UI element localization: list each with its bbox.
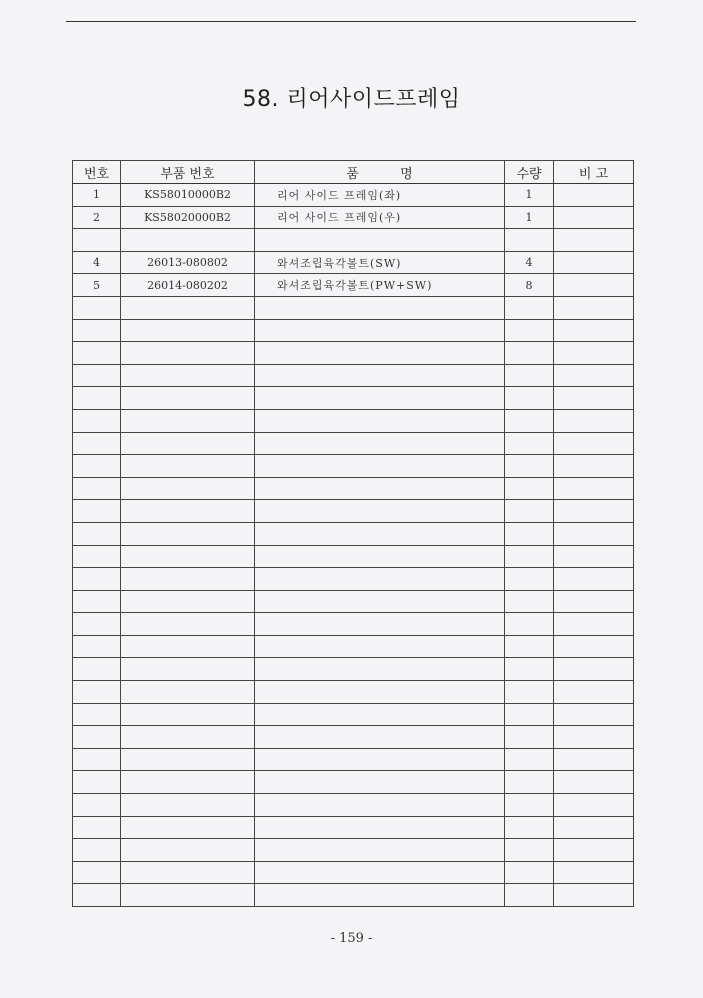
top-rule (66, 21, 636, 22)
cell-no (73, 477, 121, 500)
cell-part-number (121, 794, 255, 817)
cell-no (73, 455, 121, 478)
cell-remarks (554, 206, 634, 229)
cell-part-number (121, 229, 255, 252)
cell-remarks (554, 771, 634, 794)
cell-no (73, 590, 121, 613)
cell-name (255, 296, 505, 319)
cell-no: 5 (73, 274, 121, 297)
cell-quantity (505, 319, 554, 342)
table-row (73, 432, 634, 455)
table-row (73, 319, 634, 342)
cell-part-number (121, 635, 255, 658)
cell-quantity (505, 839, 554, 862)
cell-quantity (505, 681, 554, 704)
cell-remarks (554, 296, 634, 319)
page-number: - 159 - (330, 931, 373, 946)
cell-name (255, 229, 505, 252)
table-row (73, 635, 634, 658)
parts-table (72, 160, 634, 907)
cell-part-number: KS58020000B2 (121, 206, 255, 229)
cell-quantity (505, 409, 554, 432)
cell-name (255, 455, 505, 478)
cell-name (255, 545, 505, 568)
cell-part-number (121, 342, 255, 365)
header-quantity: 수량 (505, 161, 554, 184)
cell-remarks (554, 613, 634, 636)
cell-remarks (554, 703, 634, 726)
cell-quantity (505, 635, 554, 658)
cell-quantity (505, 658, 554, 681)
cell-quantity (505, 568, 554, 591)
header-no: 번호 (73, 161, 121, 184)
table-row (73, 568, 634, 591)
cell-part-number (121, 726, 255, 749)
table-row (73, 816, 634, 839)
cell-part-number: 26014-080202 (121, 274, 255, 297)
cell-no (73, 522, 121, 545)
cell-no (73, 771, 121, 794)
cell-name (255, 568, 505, 591)
cell-quantity (505, 590, 554, 613)
cell-remarks (554, 816, 634, 839)
cell-remarks (554, 568, 634, 591)
table-row (73, 771, 634, 794)
table-row (73, 229, 634, 252)
cell-remarks (554, 635, 634, 658)
cell-no (73, 364, 121, 387)
cell-no (73, 432, 121, 455)
cell-part-number (121, 568, 255, 591)
cell-part-number (121, 522, 255, 545)
cell-part-number (121, 319, 255, 342)
table-row (73, 477, 634, 500)
cell-part-number (121, 861, 255, 884)
cell-no (73, 545, 121, 568)
cell-part-number (121, 816, 255, 839)
table-row (73, 658, 634, 681)
cell-part-number (121, 771, 255, 794)
page-title: 58. 리어사이드프레임 (242, 87, 461, 112)
header-name: 품 명 (255, 161, 505, 184)
cell-part-number (121, 387, 255, 410)
table-row (73, 364, 634, 387)
cell-name: 와셔조립육각볼트(PW+SW) (255, 274, 505, 297)
cell-name (255, 477, 505, 500)
cell-no (73, 296, 121, 319)
cell-part-number (121, 500, 255, 523)
cell-remarks (554, 884, 634, 907)
cell-part-number: 26013-080802 (121, 251, 255, 274)
cell-no (73, 861, 121, 884)
cell-quantity (505, 477, 554, 500)
cell-part-number (121, 839, 255, 862)
table-row (73, 681, 634, 704)
cell-no (73, 568, 121, 591)
cell-no (73, 794, 121, 817)
cell-no (73, 342, 121, 365)
table-row (73, 184, 634, 207)
cell-name (255, 861, 505, 884)
cell-part-number (121, 477, 255, 500)
cell-remarks (554, 794, 634, 817)
cell-remarks (554, 432, 634, 455)
cell-name (255, 500, 505, 523)
cell-remarks (554, 229, 634, 252)
table-row (73, 703, 634, 726)
cell-quantity (505, 816, 554, 839)
cell-quantity (505, 296, 554, 319)
cell-no: 2 (73, 206, 121, 229)
cell-name (255, 771, 505, 794)
cell-quantity (505, 703, 554, 726)
cell-name (255, 884, 505, 907)
cell-no (73, 613, 121, 636)
cell-name (255, 613, 505, 636)
cell-quantity (505, 342, 554, 365)
cell-no (73, 884, 121, 907)
table-row (73, 274, 634, 297)
cell-name (255, 319, 505, 342)
cell-name (255, 681, 505, 704)
cell-quantity: 8 (505, 274, 554, 297)
cell-quantity (505, 364, 554, 387)
cell-part-number (121, 364, 255, 387)
cell-quantity (505, 861, 554, 884)
cell-remarks (554, 748, 634, 771)
cell-remarks (554, 477, 634, 500)
cell-name (255, 703, 505, 726)
cell-name: 리어 사이드 프레임(좌) (255, 184, 505, 207)
cell-name (255, 816, 505, 839)
cell-quantity: 1 (505, 184, 554, 207)
header-remarks: 비 고 (554, 161, 634, 184)
table-row (73, 522, 634, 545)
cell-no (73, 658, 121, 681)
cell-quantity (505, 771, 554, 794)
cell-remarks (554, 251, 634, 274)
cell-part-number (121, 613, 255, 636)
cell-quantity (505, 500, 554, 523)
cell-quantity: 1 (505, 206, 554, 229)
table-row (73, 884, 634, 907)
cell-quantity (505, 884, 554, 907)
table-row (73, 455, 634, 478)
cell-quantity (505, 726, 554, 749)
cell-name (255, 342, 505, 365)
table-row (73, 545, 634, 568)
table-row (73, 206, 634, 229)
cell-name (255, 839, 505, 862)
table-row (73, 342, 634, 365)
cell-quantity (505, 229, 554, 252)
cell-remarks (554, 726, 634, 749)
cell-name (255, 590, 505, 613)
cell-no (73, 748, 121, 771)
cell-remarks (554, 184, 634, 207)
cell-quantity: 4 (505, 251, 554, 274)
cell-part-number (121, 748, 255, 771)
table-row (73, 794, 634, 817)
cell-remarks (554, 861, 634, 884)
cell-no (73, 500, 121, 523)
cell-no: 1 (73, 184, 121, 207)
cell-no (73, 816, 121, 839)
table-row (73, 726, 634, 749)
cell-remarks (554, 658, 634, 681)
cell-name (255, 658, 505, 681)
cell-no (73, 726, 121, 749)
cell-name (255, 522, 505, 545)
cell-name: 와셔조립육각볼트(SW) (255, 251, 505, 274)
cell-remarks (554, 319, 634, 342)
cell-remarks (554, 387, 634, 410)
table-row (73, 409, 634, 432)
table-row (73, 387, 634, 410)
cell-remarks (554, 342, 634, 365)
cell-name (255, 432, 505, 455)
table-row (73, 748, 634, 771)
cell-quantity (505, 387, 554, 410)
cell-part-number (121, 703, 255, 726)
table-row (73, 861, 634, 884)
cell-part-number (121, 590, 255, 613)
cell-remarks (554, 681, 634, 704)
table-row (73, 500, 634, 523)
cell-no (73, 229, 121, 252)
cell-no (73, 703, 121, 726)
cell-quantity (505, 545, 554, 568)
header-row (73, 161, 634, 184)
cell-remarks (554, 545, 634, 568)
table-row (73, 613, 634, 636)
cell-name (255, 794, 505, 817)
cell-remarks (554, 522, 634, 545)
cell-no (73, 319, 121, 342)
cell-part-number (121, 681, 255, 704)
cell-part-number (121, 409, 255, 432)
cell-quantity (505, 748, 554, 771)
cell-name (255, 726, 505, 749)
cell-remarks (554, 364, 634, 387)
cell-part-number (121, 455, 255, 478)
cell-part-number (121, 296, 255, 319)
cell-remarks (554, 409, 634, 432)
cell-remarks (554, 839, 634, 862)
cell-no (73, 387, 121, 410)
cell-part-number (121, 884, 255, 907)
cell-no (73, 409, 121, 432)
cell-remarks (554, 455, 634, 478)
cell-name (255, 387, 505, 410)
table-row (73, 839, 634, 862)
table-row (73, 296, 634, 319)
cell-name (255, 409, 505, 432)
cell-quantity (505, 455, 554, 478)
header-part-number: 부품 번호 (121, 161, 255, 184)
cell-name: 리어 사이드 프레임(우) (255, 206, 505, 229)
cell-part-number (121, 432, 255, 455)
cell-quantity (505, 432, 554, 455)
cell-quantity (505, 794, 554, 817)
table-row (73, 590, 634, 613)
cell-part-number (121, 658, 255, 681)
cell-part-number (121, 545, 255, 568)
cell-part-number: KS58010000B2 (121, 184, 255, 207)
cell-name (255, 364, 505, 387)
cell-name (255, 635, 505, 658)
cell-no (73, 635, 121, 658)
cell-quantity (505, 613, 554, 636)
cell-no: 4 (73, 251, 121, 274)
table-row (73, 251, 634, 274)
cell-remarks (554, 500, 634, 523)
cell-quantity (505, 522, 554, 545)
cell-name (255, 748, 505, 771)
cell-remarks (554, 590, 634, 613)
cell-no (73, 839, 121, 862)
cell-remarks (554, 274, 634, 297)
cell-no (73, 681, 121, 704)
